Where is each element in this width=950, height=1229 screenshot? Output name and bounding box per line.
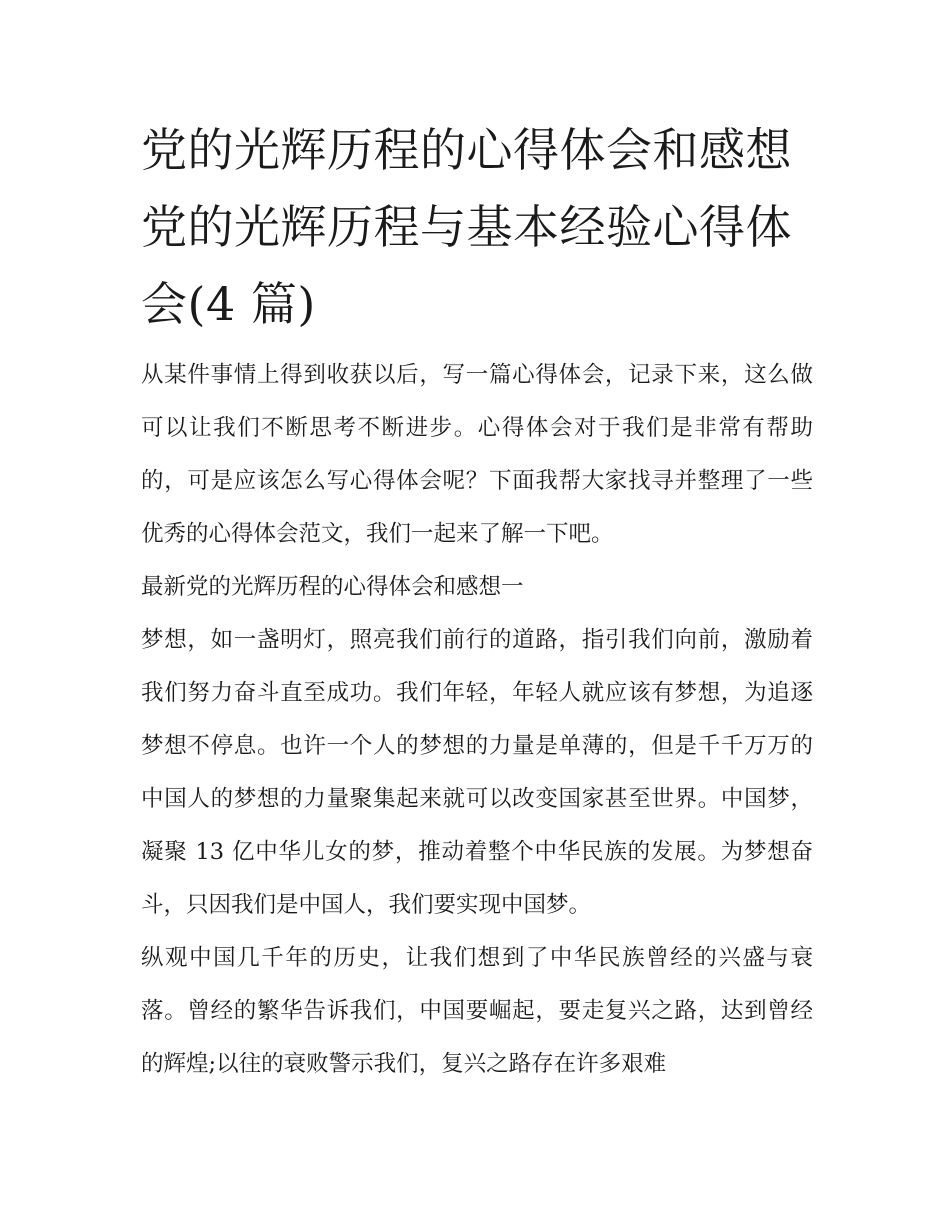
intro-paragraph: 从某件事情上得到收获以后，写一篇心得体会，记录下来，这么做可以让我们不断思考不断进步。心得体会对于我们是非常有帮助的，可是应该怎么写心得体会呢？下面我帮大家找寻并整理了一些优秀的心得体会范文，我们一起来了解一下吧。 xyxy=(141,362,813,547)
document-page xyxy=(141,112,813,1091)
body-paragraph-1: 梦想，如一盏明灯，照亮我们前行的道路，指引我们向前，激励着我们努力奋斗直至成功。我们年轻，年轻人就应该有梦想，为追逐梦想不停息。也许一个人的梦想的力量是单薄的，但是千千万万的中国人的梦想的力量聚集起来就可以改变国家甚至世界。中国梦，凝聚 13 亿中华儿女的梦，推动着整个中华民族的发展。为梦想奋斗，只因我们是中国人，我们要实现中国梦。 xyxy=(141,627,813,918)
document-title: 党的光辉历程的心得体会和感想 党的光辉历程与基本经验心得体会(4 篇) xyxy=(141,123,792,331)
section-heading: 最新党的光辉历程的心得体会和感想一 xyxy=(141,574,524,600)
body-paragraph-2: 纵观中国几千年的历史，让我们想到了中华民族曾经的兴盛与衰落。曾经的繁华告诉我们，中国要崛起，要走复兴之路，达到曾经的辉煌;以往的衰败警示我们，复兴之路存在许多艰难 xyxy=(141,945,813,1077)
